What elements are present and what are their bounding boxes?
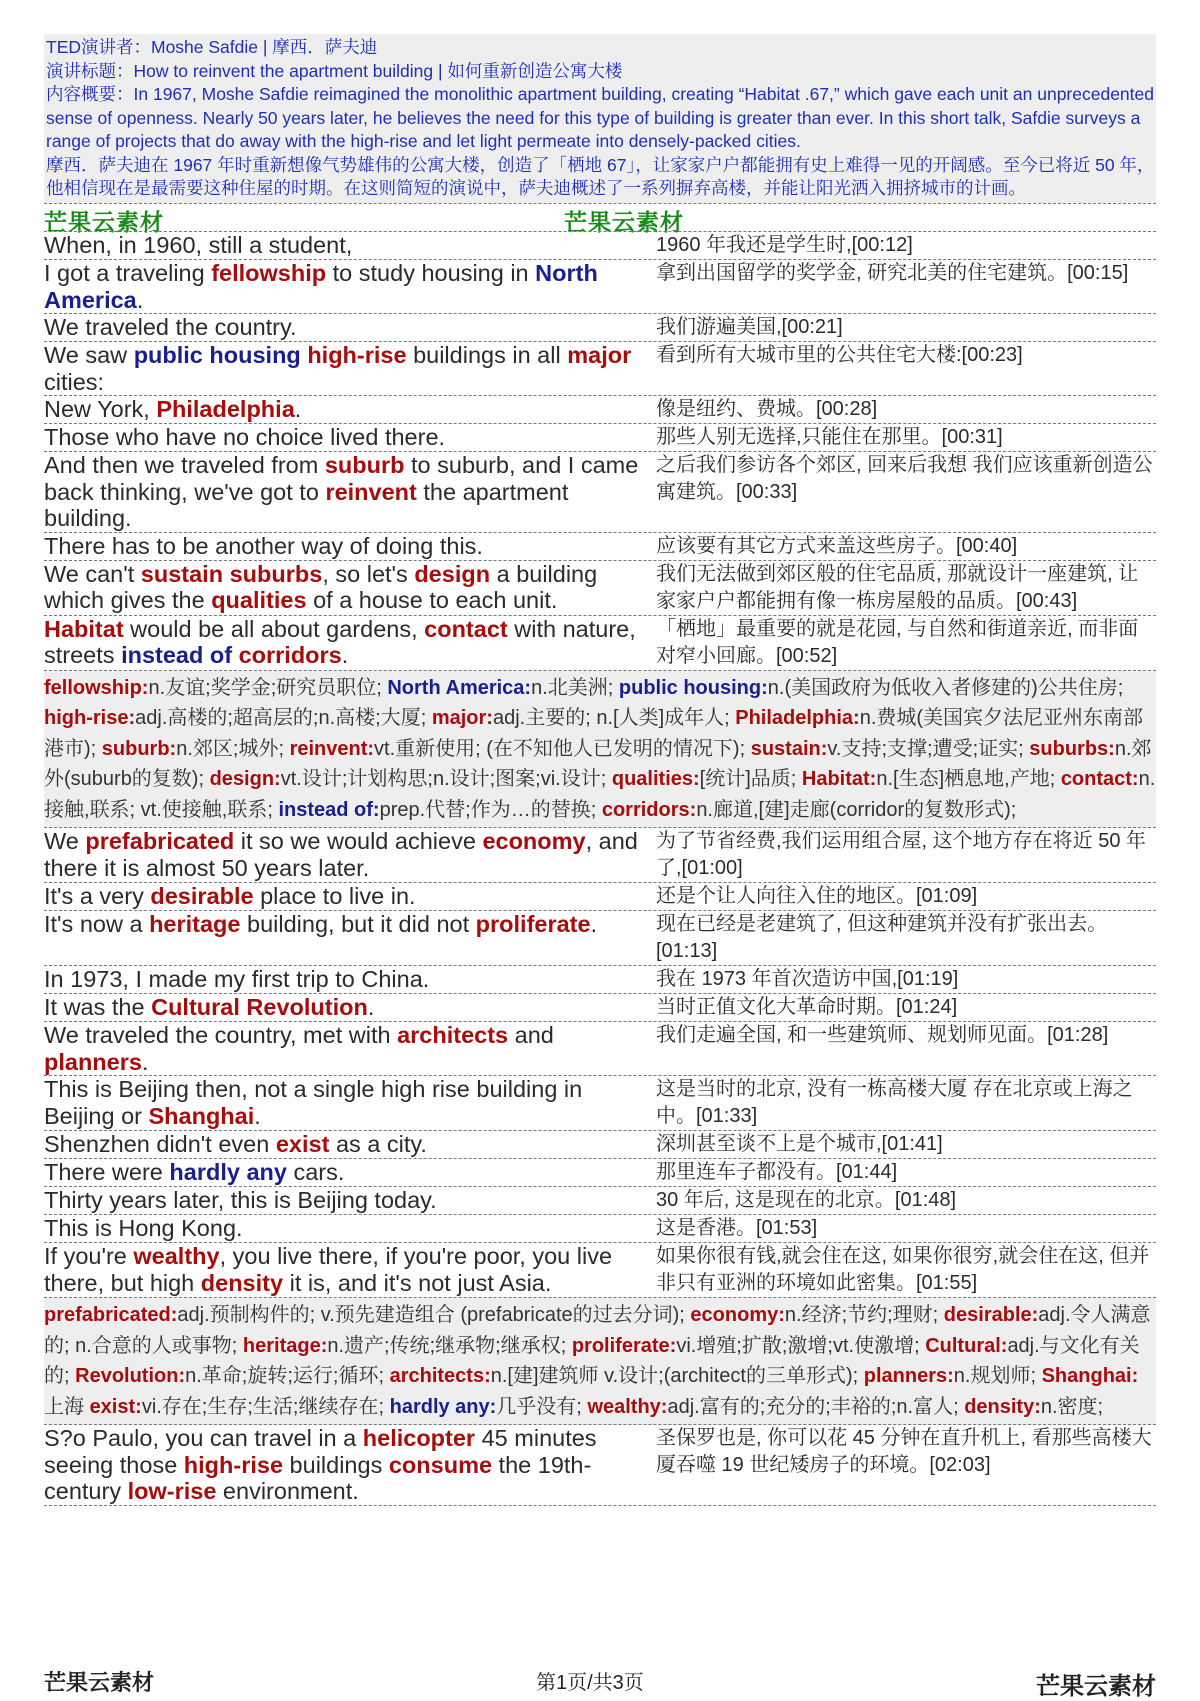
vocab-definition: adj.与文化有关的; — [44, 1334, 1140, 1387]
vocab-term: wealthy: — [587, 1395, 668, 1418]
english-sentence — [44, 994, 654, 1021]
sentence-text: There were — [44, 1159, 170, 1185]
keyword: hardly any — [169, 1159, 287, 1185]
watermark-left: 芒果云素材 — [44, 209, 164, 235]
english-sentence — [44, 561, 654, 615]
vocab-term: Shanghai: — [1041, 1365, 1139, 1387]
transcript-row — [44, 1243, 1156, 1298]
english-sentence — [44, 342, 654, 395]
vocab-definition: vt.重新使用; (在不知他人已发明的情况下); — [374, 737, 751, 760]
sentence-text: When, in 1960, still a student, — [44, 232, 353, 258]
vocab-definition: n.接触,联系; vt.使接触,联系; — [44, 768, 1156, 821]
sentence-text: New York, — [44, 396, 157, 422]
sentence-text: There has to be another way of doing this. — [44, 532, 483, 559]
sentence-text: Those who have no choice lived there. — [44, 424, 446, 450]
vocab-term: suburbs: — [1029, 737, 1115, 760]
keyword: proliferate — [475, 911, 591, 937]
vocab-definition: vi.增殖;扩散;激增;vt.使激增; — [676, 1334, 926, 1357]
vocab-definition: adj.富有的;充分的;丰裕的;n.富人; — [667, 1395, 965, 1418]
keyword: fellowship — [211, 260, 327, 286]
english-sentence — [44, 1022, 654, 1075]
vocab-term: density: — [964, 1395, 1041, 1418]
english-sentence — [44, 911, 654, 965]
vocab-term: Cultural: — [925, 1334, 1008, 1357]
keyword: corridors — [238, 642, 342, 668]
vocab-definition: n.费城(美国宾夕法尼亚州东南部港市); — [44, 707, 1144, 760]
sentence-text: . — [367, 994, 375, 1020]
footer-brand-right: 芒果云素材 — [1036, 1673, 1156, 1700]
sentence-text: the 19th-century — [44, 1451, 592, 1504]
transcript-row — [44, 1215, 1156, 1243]
chinese-translation: 应该要有其它方式来盖这些房子。[00:40] — [656, 534, 1018, 557]
summary-english: 内容概要：In 1967, Moshe Safdie reimagined the monolithic apartment building, creating “Habitat .67,” which gave each unit an unprecedented sense of openness. Nearly 50 years later, he believes the need for this type of building is greater than ever. In this short talk, Safdie surveys a range of projects that do away with the high-rise and let light permeate into densely-packed cities. — [46, 84, 1154, 151]
keyword: instead of — [121, 642, 233, 668]
sentence-text: cars. — [286, 1159, 345, 1185]
vocab-definition: n.郊区;城外; — [176, 737, 290, 760]
transcript-row — [44, 1425, 1156, 1506]
vocab-term: reinvent: — [289, 737, 375, 760]
watermark-right: 芒果云素材 — [564, 209, 684, 235]
keyword: reinvent — [325, 478, 417, 505]
keyword: design — [414, 560, 491, 587]
keyword: Cultural — [151, 994, 240, 1020]
keyword: wealthy — [133, 1243, 220, 1269]
vocab-definition: n.(美国政府为低收入者修建的)公共住房; — [767, 676, 1124, 699]
sentence-text: We can't — [44, 560, 141, 587]
vocab-term: high-rise: — [44, 707, 136, 729]
chinese-translation: 那里连车子都没有。[01:44] — [656, 1161, 898, 1183]
vocab-definition: n.廊道,[建]走廊(corridor的复数形式); — [696, 798, 1017, 821]
chinese-translation: 为了节省经费,我们运用组合屋, 这个地方存在将近 50 年了,[01:00] — [656, 830, 1147, 879]
chinese-translation: 那些人别无选择,只能住在那里。[00:31] — [656, 426, 1003, 448]
english-sentence — [44, 314, 654, 341]
chinese-translation: 我们无法做到郊区般的住宅品质, 那就设计一座建筑, 让家家户户都能拥有像一栋房屋般的品质。[00:43] — [656, 562, 1139, 612]
vocab-term: prefabricated: — [44, 1304, 178, 1326]
transcript-row — [44, 424, 1156, 452]
talk-title-line: 演讲标题：How to reinvent the apartment building | 如何重新创造公寓大楼 — [46, 60, 623, 81]
keyword: heritage — [149, 911, 241, 937]
keyword: Philadelphia — [156, 396, 295, 422]
keyword: public housing — [133, 342, 301, 368]
transcript-row — [44, 966, 1156, 994]
sentence-text: . — [590, 911, 598, 937]
vocab-definition: 上海 — [44, 1395, 90, 1418]
transcript-row — [44, 452, 1156, 533]
vocab-term: qualities: — [611, 768, 700, 790]
vocab-definition: n.郊外(suburb的复数); — [44, 737, 1152, 790]
speaker-line: TED演讲者：Moshe Safdie | 摩西．萨夫迪 — [46, 37, 378, 57]
sentence-text: with nature, streets — [44, 615, 636, 668]
transcript-row — [44, 314, 1156, 342]
transcript-row — [44, 232, 1156, 260]
sentence-text: to study housing in — [326, 260, 536, 286]
english-sentence — [44, 1187, 654, 1214]
vocab-definition: n.遗产;传统;继承物;继承权; — [327, 1334, 572, 1357]
sentence-text: place to live in. — [253, 883, 416, 909]
chinese-translation: 1960 年我还是学生时,[00:12] — [656, 234, 913, 256]
chinese-translation: 之后我们参访各个郊区, 回来后我想 我们应该重新创造公寓建筑。[00:33] — [656, 454, 1153, 503]
sentence-text: a building which gives the — [44, 560, 598, 613]
vocab-term: desirable: — [943, 1304, 1039, 1326]
transcript-row — [44, 1131, 1156, 1159]
sentence-text: as a city. — [329, 1131, 427, 1157]
keyword: high-rise — [183, 1451, 284, 1478]
keyword: desirable — [150, 883, 254, 909]
vocab-definition: adj.预制构件的; v.预先建造组合 (prefabricate的过去分词); — [177, 1304, 691, 1326]
keyword: Habitat — [44, 615, 124, 642]
english-sentence — [44, 1159, 654, 1186]
chinese-translation: 30 年后, 这是现在的北京。[01:48] — [656, 1189, 957, 1211]
vocab-term: Habitat: — [801, 768, 877, 790]
vocab-term: Philadelphia: — [735, 707, 860, 729]
transcript-row — [44, 260, 1156, 314]
transcript-row — [44, 1022, 1156, 1076]
keyword: suburb — [324, 452, 405, 478]
sentence-text: , so let's — [322, 560, 415, 587]
chinese-translation: 当时正值文化大革命时期。[01:24] — [656, 996, 958, 1018]
vocab-definition: n.[建]建筑师 v.设计;(architect的三单形式); — [490, 1365, 864, 1387]
transcript-row — [44, 616, 1156, 671]
vocab-term: North America: — [387, 676, 532, 699]
keyword: planners — [44, 1048, 142, 1075]
vocab-term: suburb: — [101, 737, 177, 760]
english-sentence — [44, 828, 654, 882]
keyword: Revolution — [246, 994, 368, 1020]
keyword: economy — [482, 828, 586, 854]
vocab-definition: prep.代替;作为…的替换; — [379, 798, 602, 821]
keyword: helicopter — [362, 1425, 476, 1451]
english-sentence — [44, 396, 654, 423]
chinese-translation: 看到所有大城市里的公共住宅大楼:[00:23] — [656, 344, 1023, 366]
sentence-text: I got a traveling — [44, 260, 212, 286]
sentence-text: This is Hong Kong. — [44, 1215, 243, 1241]
keyword: low-rise — [127, 1478, 217, 1504]
keyword: exist — [275, 1131, 330, 1157]
vocab-definition: adj.主要的; n.[人类]成年人; — [492, 707, 736, 729]
summary-chinese: 摩西．萨夫迪在 1967 年时重新想像气势雄伟的公寓大楼，创造了「栖地 67」，让家家户户都能拥有史上难得一见的开阔感。至今已将近 50 年，他相信现在是最需要这种住屋的时期。在这则简短的演说中，萨夫迪概述了一系列摒弃高楼，并能让阳光洒入拥挤城市的计画。 — [46, 154, 1155, 198]
vocab-definition: n.密度; — [1040, 1395, 1104, 1418]
keyword: qualities — [211, 587, 307, 613]
sentence-text: . — [341, 642, 349, 668]
sentence-text: of a house to each unit. — [306, 587, 558, 613]
sentence-text: buildings in all — [406, 342, 568, 368]
keyword: prefabricated — [85, 828, 235, 854]
transcript-row — [44, 883, 1156, 911]
english-sentence — [44, 616, 654, 670]
sentence-text: and — [508, 1022, 554, 1048]
vocab-term: economy: — [690, 1304, 785, 1326]
english-sentence — [44, 1243, 654, 1297]
sentence-text: it so we would achieve — [234, 828, 483, 854]
vocab-definition: n.革命;旋转;运行;循环; — [185, 1365, 390, 1387]
keyword: architects — [397, 1022, 509, 1048]
english-sentence — [44, 1215, 654, 1242]
transcript-row — [44, 561, 1156, 616]
sentence-text: In 1973, I made my first trip to China. — [44, 966, 430, 992]
sentence-text: . — [141, 1048, 149, 1075]
chinese-translation: 「栖地」最重要的就是花园, 与自然和街道亲近, 而非面对窄小回廊。[00:52] — [656, 617, 1139, 667]
sentence-text: Thirty years later, this is Beijing today. — [44, 1187, 437, 1213]
vocab-definition: vi.存在;生存;生活;继续存在; — [141, 1395, 390, 1418]
sentence-text: building, but it did not — [240, 911, 476, 937]
chinese-translation: 我们游遍美国,[00:21] — [656, 316, 843, 338]
vocab-term: proliferate: — [571, 1334, 677, 1357]
chinese-translation: 我们走遍全国, 和一些建筑师、规划师见面。[01:28] — [656, 1024, 1109, 1046]
english-sentence — [44, 424, 654, 451]
keyword: North America — [44, 260, 598, 313]
sentence-text: 45 minutes seeing those — [44, 1425, 597, 1478]
transcript-row — [44, 1159, 1156, 1187]
english-sentence — [44, 1425, 654, 1505]
vocabulary-notes — [44, 1298, 1156, 1425]
sentence-text: would be all about gardens, — [123, 615, 425, 642]
vocab-term: hardly any: — [389, 1395, 497, 1418]
english-sentence — [44, 452, 654, 532]
keyword: consume — [388, 1451, 493, 1478]
vocab-term: planners: — [863, 1365, 954, 1387]
vocab-term: design: — [209, 768, 281, 790]
vocab-term: public housing: — [618, 676, 768, 699]
vocab-term: contact: — [1060, 768, 1139, 790]
keyword: sustain — [140, 560, 224, 587]
transcript-row — [44, 1187, 1156, 1215]
sentence-text: We traveled the country, met with — [44, 1022, 398, 1048]
keyword: high-rise — [307, 342, 407, 368]
vocab-term: instead of: — [278, 798, 380, 821]
sentence-text: environment. — [216, 1478, 359, 1504]
vocab-term: sustain: — [750, 737, 828, 760]
vocab-term: exist: — [89, 1395, 142, 1418]
keyword: contact — [424, 615, 508, 642]
chinese-translation: 这是香港。[01:53] — [656, 1217, 818, 1239]
chinese-translation: 这是当时的北京, 没有一栋高楼大厦 存在北京或上海之中。[01:33] — [656, 1078, 1133, 1127]
sentence-text: , you live there, if you're poor, you live there, but high — [44, 1243, 613, 1296]
sentence-text: , and there it is almost 50 years later. — [44, 828, 638, 881]
vocab-term: heritage: — [242, 1334, 328, 1357]
keyword: Shanghai — [148, 1102, 255, 1129]
chinese-translation: 如果你很有钱,就会住在这, 如果你很穷,就会住在这, 但并非只有亚洲的环境如此密集。[01:55] — [656, 1245, 1150, 1294]
transcript-row — [44, 1076, 1156, 1131]
sentence-text: We saw — [44, 342, 134, 368]
transcript-row — [44, 994, 1156, 1022]
vocab-definition: v.支持;支撑;遭受;证实; — [827, 737, 1030, 760]
talk-info-header — [44, 34, 1156, 203]
transcript-row — [44, 533, 1156, 561]
vocab-definition: adj.令人满意的; n.合意的人或事物; — [44, 1304, 1151, 1357]
sentence-text: . — [136, 286, 144, 313]
transcript-row — [44, 342, 1156, 396]
sentence-text: It's a very — [44, 883, 151, 909]
vocab-term: major: — [431, 707, 493, 729]
vocab-definition: n.北美洲; — [531, 676, 619, 699]
chinese-translation: 圣保罗也是, 你可以花 45 分钟在直升机上, 看那些高楼大厦吞噬 19 世纪矮房子的环境。[02:03] — [656, 1427, 1152, 1476]
keyword: suburbs — [229, 560, 323, 587]
chinese-translation: 像是纽约、费城。[00:28] — [656, 398, 878, 420]
sentence-text: It's now a — [44, 911, 150, 937]
vocab-term: Revolution: — [75, 1365, 186, 1387]
english-sentence — [44, 1131, 654, 1158]
vocab-definition: 几乎没有; — [496, 1395, 588, 1418]
sentence-text: cities: — [44, 368, 105, 395]
watermark-row — [44, 204, 1156, 235]
footer-brand-left: 芒果云素材 — [44, 1670, 155, 1695]
vocab-term: corridors: — [601, 798, 697, 821]
vocab-definition: n.[生态]栖息地,产地; — [876, 768, 1061, 790]
sentence-text: to suburb, and I came back thinking, we've got to — [44, 452, 639, 505]
vocab-definition: adj.高楼的;超高层的;n.高楼;大厦; — [135, 707, 432, 729]
sentence-text: . — [254, 1102, 261, 1129]
vocab-definition: n.规划师; — [953, 1365, 1042, 1387]
vocab-term: fellowship: — [44, 676, 149, 699]
chinese-translation: 拿到出国留学的奖学金, 研究北美的住宅建筑。[00:15] — [656, 262, 1129, 284]
sentence-text: It was the — [44, 994, 152, 1020]
sentence-text: We — [44, 828, 86, 854]
sentence-text: buildings — [283, 1451, 389, 1478]
vocab-definition: [统计]品质; — [699, 768, 802, 790]
sentence-text: Shenzhen didn't even — [44, 1131, 276, 1157]
sentence-text: This is Beijing then, not a single high rise building in Beijing or — [44, 1076, 583, 1129]
transcript-row — [44, 396, 1156, 424]
transcript-row — [44, 828, 1156, 883]
page-number: 第1页/共3页 — [536, 1672, 644, 1694]
chinese-translation: 现在已经是老建筑了, 但这种建筑并没有扩张出去。[01:13] — [656, 913, 1108, 962]
sentence-text: We traveled the country. — [44, 314, 297, 340]
sentence-text: it is, and it's not just Asia. — [283, 1269, 552, 1296]
sentence-text: If you're — [44, 1243, 134, 1269]
vocab-definition: n.经济;节约;理财; — [784, 1304, 944, 1326]
page-footer — [44, 1666, 1156, 1700]
keyword: density — [200, 1269, 284, 1296]
sentence-text: . — [294, 396, 302, 422]
vocab-term: architects: — [389, 1365, 491, 1387]
transcript-row — [44, 911, 1156, 966]
english-sentence — [44, 533, 654, 560]
chinese-translation: 深圳甚至谈不上是个城市,[01:41] — [656, 1133, 943, 1155]
vocab-definition: n.友谊;奖学金;研究员职位; — [148, 676, 388, 699]
sentence-text: And then we traveled from — [44, 452, 325, 478]
english-sentence — [44, 1076, 654, 1130]
vocabulary-notes — [44, 671, 1156, 829]
chinese-translation: 我在 1973 年首次造访中国,[01:19] — [656, 968, 959, 990]
keyword: major — [567, 342, 632, 368]
chinese-translation: 还是个让人向往入住的地区。[01:09] — [656, 885, 978, 907]
sentence-text: S?o Paulo, you can travel in a — [44, 1425, 363, 1451]
vocab-definition: vt.设计;计划构思;n.设计;图案;vi.设计; — [280, 768, 612, 790]
transcript-table — [44, 232, 1156, 1506]
english-sentence — [44, 260, 654, 313]
english-sentence — [44, 232, 654, 259]
english-sentence — [44, 966, 654, 993]
sentence-text: the apartment building. — [44, 478, 569, 531]
english-sentence — [44, 883, 654, 910]
